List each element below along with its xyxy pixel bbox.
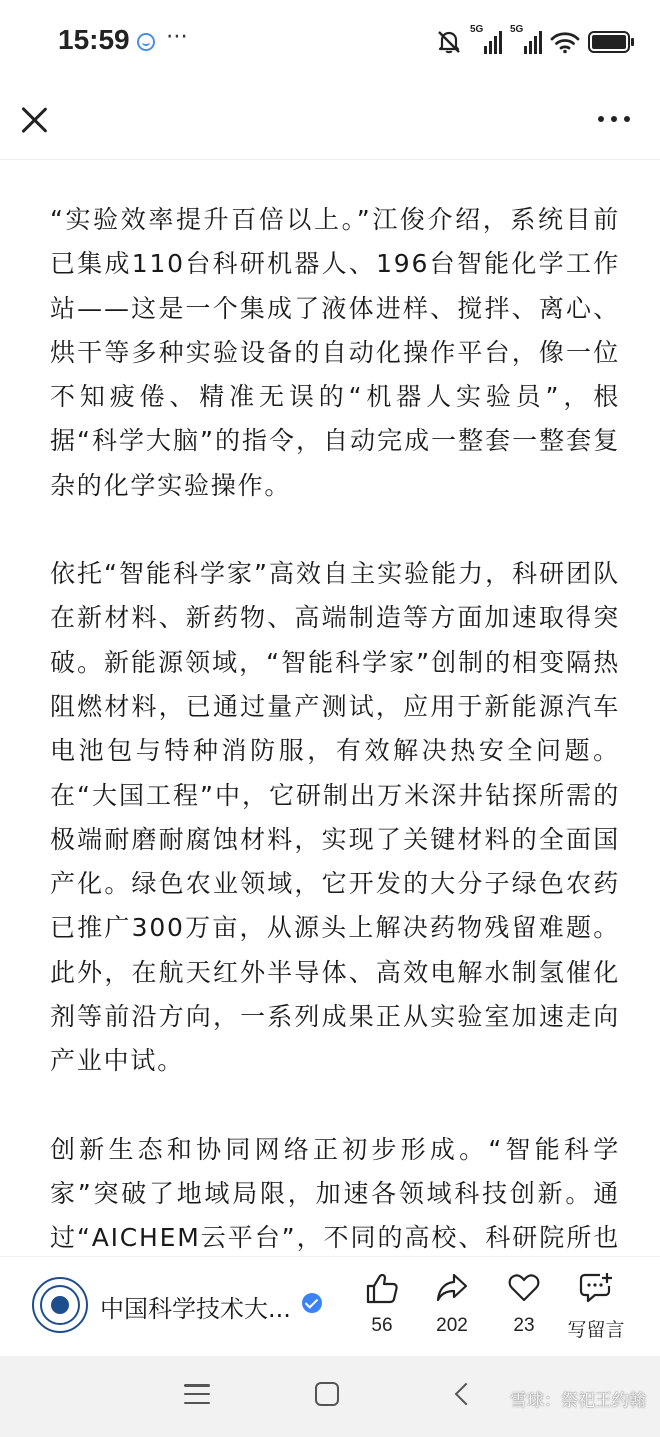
- status-indicators: [436, 24, 630, 57]
- close-icon[interactable]: [18, 104, 50, 136]
- author-avatar[interactable]: [32, 1277, 88, 1333]
- heart-icon: [507, 1271, 541, 1305]
- article-paragraph: 创新生态和协同网络正初步形成。“智能科学家”突破了地域局限，加速各领域科技创新。通过“AICHEM云平台”，不同的高校、科研院所也: [50, 1134, 621, 1253]
- favorite-button[interactable]: [484, 1271, 564, 1351]
- home-icon[interactable]: [315, 1382, 339, 1406]
- favorite-count: 23: [513, 1315, 535, 1336]
- recent-apps-icon[interactable]: [184, 1384, 210, 1404]
- signal-5g-icon: [510, 24, 542, 54]
- more-horizontal-icon[interactable]: [598, 114, 630, 124]
- like-count: 56: [371, 1315, 393, 1336]
- share-button[interactable]: [412, 1271, 492, 1351]
- top-app-bar: [0, 88, 660, 160]
- verified-badge-icon: [302, 1293, 322, 1313]
- author-name[interactable]: 中国科学技术大...: [100, 1295, 291, 1323]
- signal-5g-label: 5G: [470, 24, 484, 35]
- signal-5g-icon: [470, 24, 502, 54]
- article-action-bar: [0, 1256, 660, 1356]
- wifi-icon: [550, 30, 580, 54]
- status-time: 15:59: [58, 24, 130, 55]
- thumbs-up-icon: [365, 1271, 399, 1305]
- app-notification-icon: [137, 33, 155, 51]
- like-button[interactable]: [342, 1271, 422, 1351]
- signal-5g-label: 5G: [510, 24, 524, 35]
- article-paragraph: “实验效率提升百倍以上。”江俊介绍，系统目前已集成110台科研机器人、196台智能化学工作站——这是一个集成了液体进样、搅拌、离心、烘干等多种实验设备的自动化操作平台，像一位不知疲倦、精准无误的“机器人实验员”，根据“科学大脑”的指令，自动完成一整套一整套复杂的化学实验操作。: [50, 205, 620, 500]
- mute-bell-icon: [436, 29, 462, 55]
- back-icon[interactable]: [452, 1382, 470, 1408]
- share-arrow-icon: [435, 1271, 469, 1305]
- status-bar: [0, 0, 660, 88]
- article-body: [50, 198, 620, 1256]
- watermark-text: 雪球：祭祀王约翰: [510, 1391, 646, 1411]
- comment-plus-icon: [578, 1271, 614, 1305]
- share-count: 202: [436, 1315, 468, 1336]
- system-nav-bar: [0, 1356, 660, 1437]
- article-paragraph: 依托“智能科学家”高效自主实验能力，科研团队在新材料、新药物、高端制造等方面加速取得突破。新能源领域，“智能科学家”创制的相变隔热阻燃材料，已通过量产测试，应用于新能源汽车电池包与特种消防服，有效解决热安全问题。在“大国工程”中，它研制出万米深井钻探所需的极端耐磨耐腐蚀材料，实现了关键材料的全面国产化。绿色农业领域，它开发的大分子绿色农药已推广300万亩，从源头上解决药物残留难题。此外，在航天红外半导体、高效电解水制氢催化剂等前沿方向，一系列成果正从实验室加速走向产业中试。: [50, 559, 620, 1076]
- write-comment-label: 写留言: [567, 1320, 625, 1341]
- write-comment-button[interactable]: [556, 1271, 636, 1351]
- battery-icon: [588, 31, 630, 53]
- status-more-icon: ⋯: [166, 24, 189, 49]
